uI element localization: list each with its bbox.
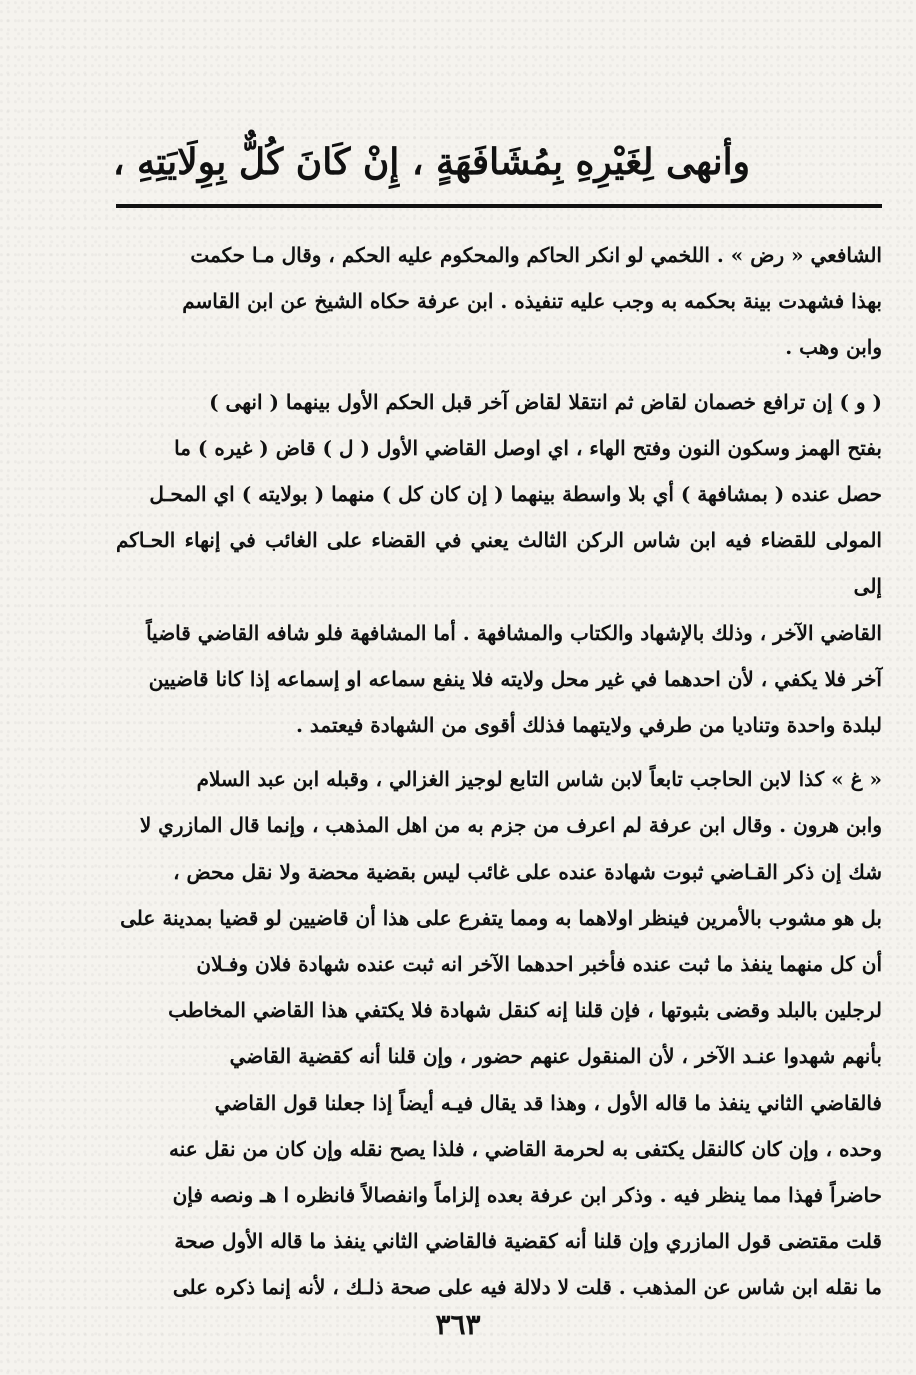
text-line: حصل عنده ( بمشافهة ) أي بلا واسطة بينهما ( إن كان كل ) منهما ( بولايته ) اي المحـل	[149, 482, 882, 507]
text-line: لرجلين بالبلد وقضى بثبوتها ، فإن قلنا إنه كنقل شهادة فلا يكتفي هذا القاضي المخاطب	[168, 998, 882, 1023]
page-header-title: وأنهى لِغَيْرِهِ بِمُشَافَهَةٍ ، إِنْ كَانَ كُلٌّ بِوِلَايَتِهِ ،	[112, 141, 750, 183]
text-line: وحده ، وإن كان كالنقل يكتفى به لحرمة القاضي ، فلذا يصح نقله وإن كان من نقل عنه	[169, 1136, 882, 1161]
text-line: « غ » كذا لابن الحاجب تابعاً لابن شاس التابع لوجيز الغزالي ، وقبله ابن عبد السلام	[196, 767, 882, 792]
text-line: فالقاضي الثاني ينفذ ما قاله الأول ، وهذا قد يقال فيـه أيضاً إذا جعلنا قول القاضي	[214, 1090, 882, 1115]
text-line: ما نقله ابن شاس عن المذهب . قلت لا دلالة فيه على صحة ذلـك ، لأنه إنما ذكره على	[172, 1275, 882, 1300]
text-line: بهذا فشهدت بينة بحكمه به وجب عليه تنفيذه . ابن عرفة حكاه الشيخ عن ابن القاسم	[182, 289, 882, 314]
text-line: آخر فلا يكفي ، لأن احدهما في غير محل ولايته فلا ينفع سماعه او إسماعه إذا كانا قاضيين	[148, 666, 882, 691]
text-line: وابن هرون . وقال ابن عرفة لم اعرف من جزم به من اهل المذهب ، وإنما قال المازري لا	[139, 813, 882, 838]
header-rule	[116, 204, 882, 208]
paragraph-1	[116, 232, 882, 371]
text-line: شك إن ذكر القـاضي ثبوت شهادة عنده على غائب ليس بقضية محضة ولا نقل محض ،	[173, 859, 882, 884]
text-line: أن كل منهما ينفذ ما ثبت عنده فأخبر احدهما الآخر انه ثبت عنده شهادة فلان وفـلان	[196, 952, 882, 977]
text-line: بل هو مشوب بالأمرين فينظر اولاهما به ومما يتفرع على هذا أن قاضيين لو قضيا بمدينة على	[120, 905, 882, 930]
text-line: وابن وهب .	[785, 335, 882, 360]
page-number: ٣٦٣	[435, 1308, 481, 1341]
text-line: القاضي الآخر ، وذلك بالإشهاد والكتاب والمشافهة . أما المشافهة فلو شافه القاضي قاضياً	[146, 620, 882, 645]
text-line: ( و ) إن ترافع خصمان لقاض ثم انتقلا لقاض آخر قبل الحكم الأول بينهما ( انهى )	[209, 389, 882, 414]
paragraph-2	[116, 379, 882, 749]
text-line: قلت مقتضى قول المازري وإن قلنا أنه كقضية فالقاضي الثاني ينفذ ما قاله الأول صحة	[174, 1229, 882, 1254]
text-line: المولى للقضاء فيه ابن شاس الركن الثالث يعني في القضاء على الغائب في إنهاء الحـاكم إلى	[116, 528, 882, 599]
paragraph-3	[116, 756, 882, 1310]
body-text	[116, 232, 882, 1319]
text-line: لبلدة واحدة وتناديا من طرفي ولايتهما فذلك أقوى من الشهادة فيعتمد .	[296, 713, 882, 738]
text-line: بفتح الهمز وسكون النون وفتح الهاء ، اي اوصل القاضي الأول ( ل ) قاض ( غيره ) ما	[174, 435, 882, 460]
text-line: بأنهم شهدوا عنـد الآخر ، لأن المنقول عنهم حضور ، وإن قلنا أنه كقضية القاضي	[229, 1044, 882, 1069]
text-line: الشافعي « رض » . اللخمي لو انكر الحاكم والمحكوم عليه الحكم ، وقال مـا حكمت	[190, 243, 882, 267]
text-line: حاضراً فهذا مما ينظر فيه . وذكر ابن عرفة بعده إلزاماً وانفصالاً فانظره ا هـ ونصه فإن	[172, 1183, 882, 1208]
